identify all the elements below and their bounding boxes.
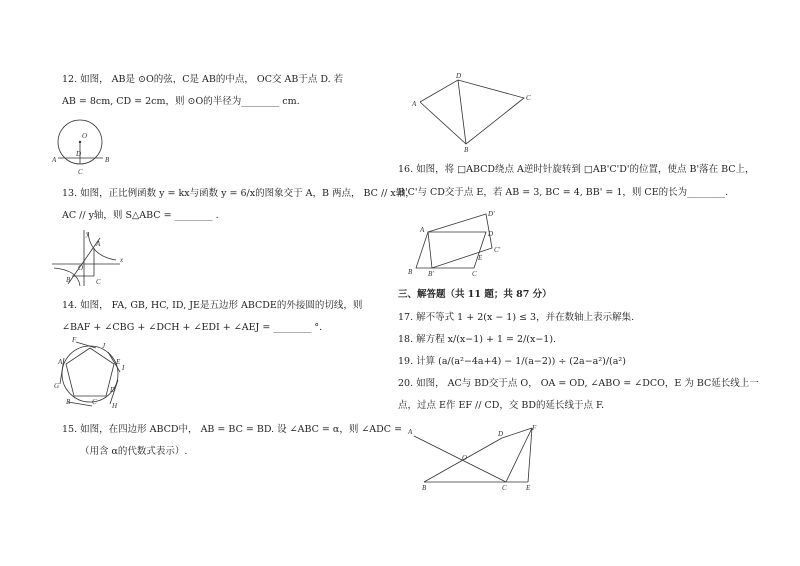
q14-label-j: J (102, 342, 106, 350)
q15-line2: （用含 α的代数式表示）. (80, 446, 188, 457)
q16-label-e: E (478, 254, 483, 262)
q14-label-g: G (54, 382, 60, 390)
q13-line1: 13. 如图，正比例函数 y = kx与函数 y = 6/x的图象交于 A，B 两点， BC // x轴， (62, 188, 415, 199)
q17-text: 17. 解不等式 1 + 2(x − 1) ≤ 3，并在数轴上表示解集. (398, 312, 635, 323)
q15-label-d: D (456, 72, 462, 80)
q16-label-c-prime: C' (494, 246, 501, 254)
q12-label-a: A (52, 156, 57, 164)
q12-label-c: C (78, 168, 83, 176)
q14-label-a: A (58, 358, 63, 366)
q14-line1: 14. 如图， FA, GB, HC, ID, JE是五边形 ABCDE的外接圆的切线，则 (62, 300, 363, 311)
q20-line1: 20. 如图， AC与 BD交于点 O， OA = OD, ∠ABO = ∠DCO，E 为 BC延长线上一 (398, 378, 759, 389)
q16-label-d-prime: D' (488, 210, 495, 218)
q12-figure (50, 118, 120, 180)
q15-label-a: A (412, 100, 417, 108)
q15-figure (412, 72, 538, 152)
q15-label-b: B (464, 146, 469, 154)
q14-figure (52, 336, 134, 412)
q14-label-h: H (112, 402, 118, 410)
q14-line2: ∠BAF + ∠CBG + ∠DCH + ∠EDI + ∠AEJ = ________ °. (62, 322, 323, 333)
section-3-heading: 三、解答题（共 11 题；共 87 分） (398, 289, 552, 300)
q16-figure (408, 208, 518, 280)
q20-label-c: C (502, 484, 507, 492)
q20-label-o: O (462, 454, 468, 462)
q20-label-a: A (408, 428, 413, 436)
q20-figure (408, 424, 544, 490)
q16-line1: 16. 如图，将 □ABCD绕点 A逆时针旋转到 □AB'C'D'的位置，使点 B'落在 BC上， (398, 164, 755, 175)
q20-label-e: E (526, 484, 531, 492)
q16-label-b-prime: B' (428, 270, 434, 278)
q16-label-a: A (420, 226, 425, 234)
q20-line2: 点，过点 E作 EF // CD，交 BD的延长线于点 F. (398, 400, 605, 411)
q15-line1: 15. 如图，在四边形 ABCD中， AB = BC = BD. 设 ∠ABC = α，则 ∠ADC = (62, 424, 403, 435)
q14-label-b: B (66, 398, 71, 406)
q16-label-d: D (488, 230, 494, 238)
q12-line1: 12. 如图， AB是 ⊙O的弦，C是 AB的中点， OC交 AB于点 D. 若 (62, 74, 344, 85)
q12-label-d: D (76, 150, 82, 158)
q14-label-d: D (110, 386, 116, 394)
q14-label-i: I (122, 364, 125, 372)
q20-label-b: B (422, 484, 427, 492)
q16-line2: B'C'与 CD交于点 E，若 AB = 3, BC = 4, BB' = 1，则 CE的长为________. (398, 187, 729, 198)
q20-label-d: D (498, 430, 504, 438)
q18-text: 18. 解方程 x/(x−1) + 1 = 2/(x−1). (398, 334, 557, 345)
q13-label-b: B (66, 276, 71, 284)
q14-label-e: E (116, 358, 121, 366)
q16-label-c: C (472, 270, 477, 278)
q20-label-f: F (532, 424, 537, 432)
q13-label-c: C (96, 278, 101, 286)
q19-text: 19. 计算 (a/(a²−4a+4) − 1/(a−2)) ÷ (2a−a²)/(a²) (398, 356, 626, 367)
q13-figure (50, 228, 125, 290)
q13-label-a: A (96, 240, 101, 248)
q13-label-x: x (120, 256, 124, 264)
q14-label-f: F (72, 336, 77, 344)
q16-label-b: B (408, 268, 413, 276)
q13-label-o: O (78, 264, 84, 272)
q13-line2: AC // y轴，则 S△ABC = ________ . (62, 210, 219, 221)
q14-label-c: C (92, 398, 97, 406)
q12-line2: AB = 8cm, CD = 2cm，则 ⊙O的半径为________ cm. (62, 96, 300, 107)
q15-label-c: C (526, 94, 531, 102)
q13-label-y: y (86, 230, 90, 238)
q12-label-o: O (82, 132, 88, 140)
q12-label-b: B (105, 156, 110, 164)
